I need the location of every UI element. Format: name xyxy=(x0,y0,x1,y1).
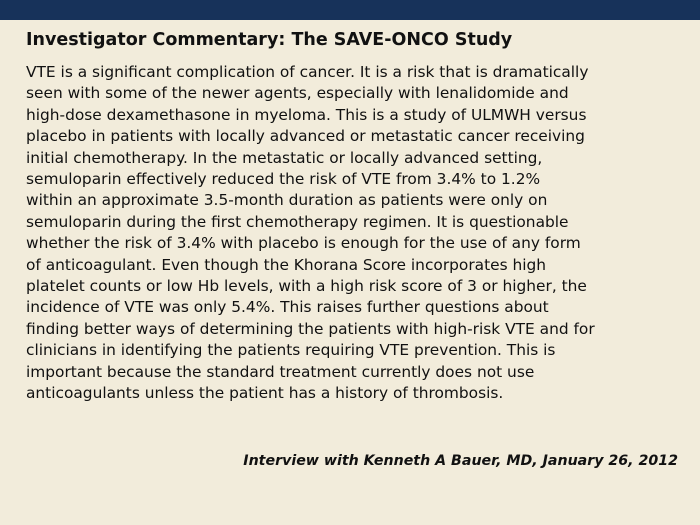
interview-attribution: Interview with Kenneth A Bauer, MD, January 26, 2012 xyxy=(243,453,678,469)
commentary-line: platelet counts or low Hb levels, with a high risk score of 3 or higher, the xyxy=(26,277,587,296)
commentary-body xyxy=(26,62,686,405)
commentary-line: anticoagulants unless the patient has a history of thrombosis. xyxy=(26,384,504,403)
commentary-line: high-dose dexamethasone in myeloma. This is a study of ULMWH versus xyxy=(26,105,587,124)
commentary-line: VTE is a significant complication of cancer. It is a risk that is dramatically xyxy=(26,63,589,81)
commentary-line: within an approximate 3.5-month duration as patients were only on xyxy=(26,191,548,210)
commentary-line: semuloparin during the first chemotherapy regimen. It is questionable xyxy=(26,212,569,231)
commentary-line: seen with some of the newer agents, especially with lenalidomide and xyxy=(26,84,569,103)
commentary-line: clinicians in identifying the patients requiring VTE prevention. This is xyxy=(26,341,556,360)
commentary-line: important because the standard treatment currently does not use xyxy=(26,362,535,381)
slide-title: Investigator Commentary: The SAVE-ONCO Study xyxy=(26,30,513,50)
slide-content xyxy=(0,20,700,525)
commentary-line: whether the risk of 3.4% with placebo is enough for the use of any form xyxy=(26,234,581,253)
commentary-line: of anticoagulant. Even though the Khorana Score incorporates high xyxy=(26,255,547,274)
commentary-line: initial chemotherapy. In the metastatic or locally advanced setting, xyxy=(26,148,543,167)
commentary-line: placebo in patients with locally advanced or metastatic cancer receiving xyxy=(26,127,585,146)
commentary-line: finding better ways of determining the patients with high-risk VTE and for xyxy=(26,319,595,338)
header-bar xyxy=(0,0,700,20)
commentary-line: incidence of VTE was only 5.4%. This raises further questions about xyxy=(26,298,549,317)
commentary-line: semuloparin effectively reduced the risk of VTE from 3.4% to 1.2% xyxy=(26,170,541,189)
